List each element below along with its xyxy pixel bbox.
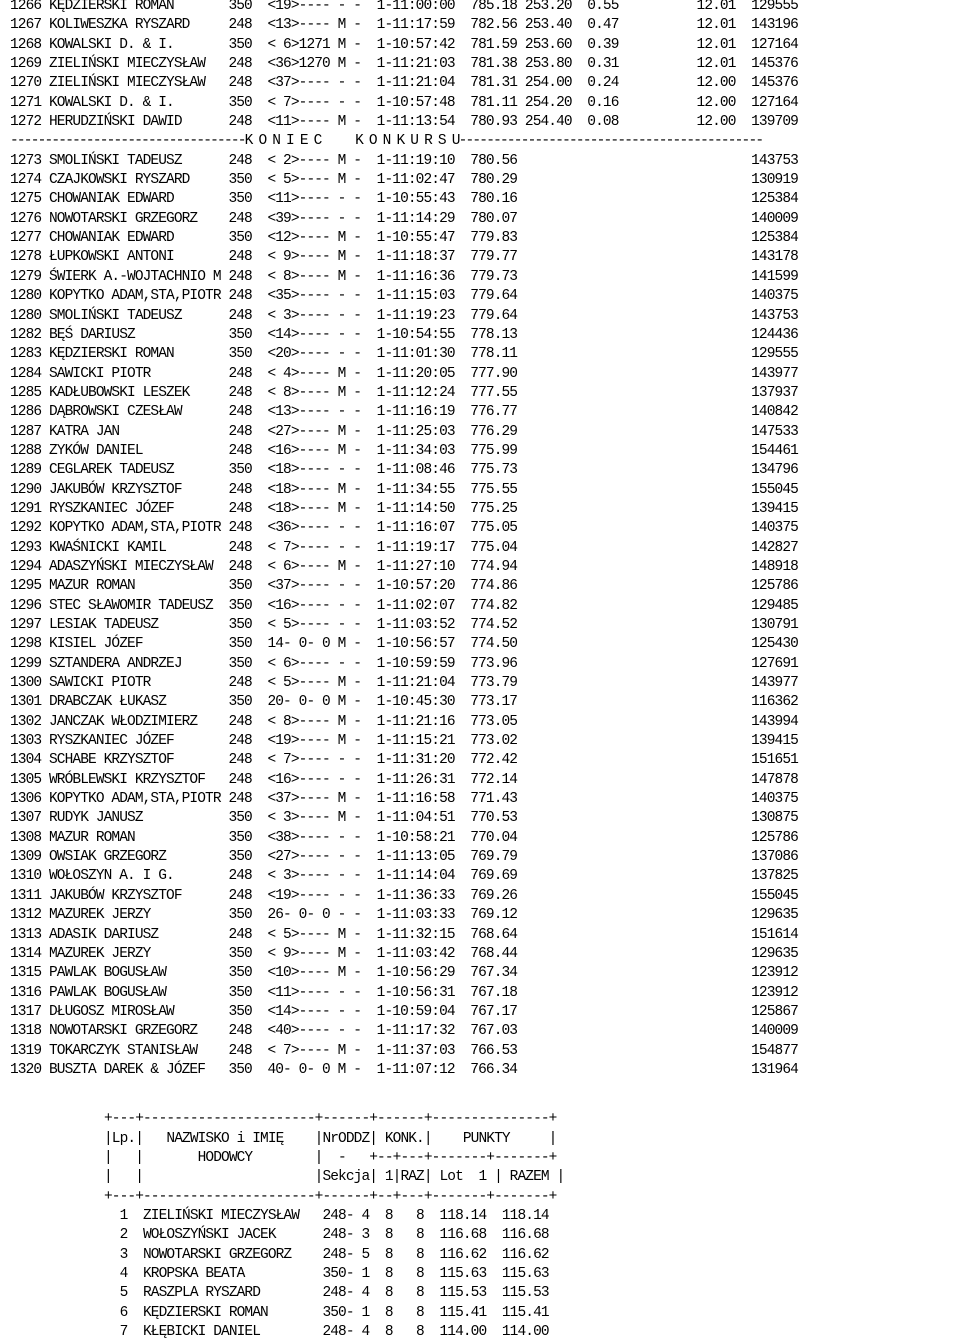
result-row: 1293 KWAŚNICKI KAMIL 248 < 7>---- - - 1-11:19:17 775.04 142827 bbox=[10, 539, 798, 556]
result-row: 1289 CEGLAREK TADEUSZ 350 <18>---- - - 1-11:08:46 775.73 134796 bbox=[10, 462, 798, 479]
table-border-bottom: +---+----------------------+------+--+---+-------+-------+ bbox=[104, 1188, 557, 1205]
result-row: 1304 SCHABE KRZYSZTOF 248 < 7>---- - - 1-11:31:20 772.42 151651 bbox=[10, 752, 798, 769]
result-row: 1283 KĘDZIERSKI ROMAN 350 <20>---- - - 1-11:01:30 778.11 129555 bbox=[10, 346, 798, 363]
result-row: 1297 LESIAK TADEUSZ 350 < 5>---- - - 1-11:03:52 774.52 130791 bbox=[10, 617, 798, 633]
table-row: 3 NOWOTARSKI GRZEGORZ 248- 5 8 8 116.62 116.62 bbox=[104, 1246, 549, 1263]
result-row: 1284 SAWICKI PIOTR 248 < 4>---- M - 1-11:20:05 777.90 143977 bbox=[10, 365, 798, 382]
result-row: 1287 KATRA JAN 248 <27>---- M - 1-11:25:03 776.29 147533 bbox=[10, 423, 798, 440]
result-row: 1319 TOKARCZYK STANISŁAW 248 < 7>---- M - 1-11:37:03 766.53 154877 bbox=[10, 1042, 798, 1059]
table-header: | | |Sekcja| 1|RAZ| Lot 1 | RAZEM | bbox=[104, 1169, 565, 1186]
result-row: 1278 ŁUPKOWSKI ANTONI 248 < 9>---- M - 1-11:18:37 779.77 143178 bbox=[10, 249, 798, 266]
result-row: 1314 MAZUREK JERZY 350 < 9>---- M - 1-11:03:42 768.44 129635 bbox=[10, 945, 798, 962]
result-row: 1302 JANCZAK WŁODZIMIERZ 248 < 8>---- M - 1-11:21:16 773.05 143994 bbox=[10, 713, 798, 730]
result-row: 1300 SAWICKI PIOTR 248 < 5>---- M - 1-11:21:04 773.79 143977 bbox=[10, 675, 798, 692]
table-row: 6 KĘDZIERSKI ROMAN 350- 1 8 8 115.41 115.41 bbox=[104, 1304, 549, 1321]
result-row: 1311 JAKUBÓW KRZYSZTOF 248 <19>---- - - 1-11:36:33 769.26 155045 bbox=[10, 887, 798, 904]
result-row: 1271 KOWALSKI D. & I. 350 < 7>---- - - 1-10:57:48 781.11 254.20 0.16 12.00 127164 bbox=[10, 94, 798, 111]
result-row: 1296 STEC SŁAWOMIR TADEUSZ 350 <16>---- - - 1-11:02:07 774.82 129485 bbox=[10, 597, 798, 614]
result-row: 1303 RYSZKANIEC JÓZEF 248 <19>---- M - 1-11:15:21 773.02 139415 bbox=[10, 733, 798, 750]
result-row: 1298 KISIEL JÓZEF 350 14- 0- 0 M - 1-10:56:57 774.50 125430 bbox=[10, 636, 798, 653]
result-row: 1280 KOPYTKO ADAM,STA,PIOTR 248 <35>---- - - 1-11:15:03 779.64 140375 bbox=[10, 288, 798, 305]
table-border-top: +---+----------------------+------+------+---------------+ bbox=[104, 1111, 557, 1128]
table-header: |Lp.| NAZWISKO i IMIĘ |NrODDZ| KONK.| PUNKTY | bbox=[104, 1130, 557, 1147]
result-row: 1277 CHOWANIAK EDWARD 350 <12>---- M - 1-10:55:47 779.83 125384 bbox=[10, 230, 798, 247]
result-row: 1316 PAWLAK BOGUSŁAW 350 <11>---- - - 1-10:56:31 767.18 123912 bbox=[10, 984, 798, 1001]
result-row: 1295 MAZUR ROMAN 350 <37>---- - - 1-10:57:20 774.86 125786 bbox=[10, 578, 798, 595]
result-row: 1292 KOPYTKO ADAM,STA,PIOTR 248 <36>---- - - 1-11:16:07 775.05 140375 bbox=[10, 520, 798, 537]
result-row: 1294 ADASZYŃSKI MIECZYSŁAW 248 < 6>---- M - 1-11:27:10 774.94 148918 bbox=[10, 558, 798, 575]
result-row: 1318 NOWOTARSKI GRZEGORZ 248 <40>---- - - 1-11:17:32 767.03 140009 bbox=[10, 1023, 798, 1040]
results-list-part2 bbox=[10, 152, 798, 1081]
result-row: 1315 PAWLAK BOGUSŁAW 350 <10>---- M - 1-10:56:29 767.34 123912 bbox=[10, 965, 798, 982]
result-row: 1320 BUSZTA DAREK & JÓZEF 350 40- 0- 0 M - 1-11:07:12 766.34 131964 bbox=[10, 1061, 798, 1078]
end-of-contest-separator: ----------------------------------K O N I E C K O N K U R S U-------------------------------------------- bbox=[10, 133, 763, 150]
result-row: 1309 OWSIAK GRZEGORZ 350 <27>---- - - 1-11:13:05 769.79 137086 bbox=[10, 849, 798, 866]
result-row: 1276 NOWOTARSKI GRZEGORZ 248 <39>---- - - 1-11:14:29 780.07 140009 bbox=[10, 210, 798, 227]
result-row: 1286 DĄBROWSKI CZESŁAW 248 <13>---- - - 1-11:16:19 776.77 140842 bbox=[10, 404, 798, 421]
table-row: 4 KROPSKA BEATA 350- 1 8 8 115.63 115.63 bbox=[104, 1266, 549, 1282]
result-row: 1275 CHOWANIAK EDWARD 350 <11>---- - - 1-10:55:43 780.16 125384 bbox=[10, 191, 798, 208]
result-row: 1299 SZTANDERA ANDRZEJ 350 < 6>---- - - 1-10:59:59 773.96 127691 bbox=[10, 655, 798, 672]
result-row: 1290 JAKUBÓW KRZYSZTOF 248 <18>---- M - 1-11:34:55 775.55 155045 bbox=[10, 481, 798, 498]
result-row: 1306 KOPYTKO ADAM,STA,PIOTR 248 <37>---- M - 1-11:16:58 771.43 140375 bbox=[10, 791, 798, 808]
result-row: 1269 ZIELIŃSKI MIECZYSŁAW 248 <36>1270 M - 1-11:21:03 781.38 253.80 0.31 12.01 145376 bbox=[10, 56, 798, 73]
result-row: 1279 ŚWIERK A.-WOJTACHNIO M 248 < 8>---- M - 1-11:16:36 779.73 141599 bbox=[10, 268, 798, 285]
result-row: 1272 HERUDZIŃSKI DAWID 248 <11>---- M - 1-11:13:54 780.93 254.40 0.08 12.00 139709 bbox=[10, 114, 798, 131]
result-row: 1291 RYSZKANIEC JÓZEF 248 <18>---- M - 1-11:14:50 775.25 139415 bbox=[10, 500, 798, 517]
result-row: 1270 ZIELIŃSKI MIECZYSŁAW 248 <37>---- - - 1-11:21:04 781.31 254.00 0.24 12.00 145376 bbox=[10, 75, 798, 92]
table-row: 7 KŁĘBICKI DANIEL 248- 4 8 8 114.00 114.00 bbox=[104, 1324, 549, 1341]
section-gap bbox=[10, 1080, 798, 1110]
result-row: 1312 MAZUREK JERZY 350 26- 0- 0 - - 1-11:03:33 769.12 129635 bbox=[10, 907, 798, 924]
table-header: | | HODOWCY | - +--+---+-------+-------+ bbox=[104, 1149, 557, 1166]
result-row: 1282 BĘŚ DARIUSZ 350 <14>---- - - 1-10:54:55 778.13 124436 bbox=[10, 326, 798, 343]
result-row: 1266 KĘDZIERSKI ROMAN 350 <19>---- - - 1-11:00:00 785.18 253.20 0.55 12.01 129555 bbox=[10, 0, 798, 14]
results-document bbox=[10, 0, 798, 1342]
result-row: 1285 KADŁUBOWSKI LESZEK 248 < 8>---- M - 1-11:12:24 777.55 137937 bbox=[10, 384, 798, 401]
result-row: 1305 WRÓBLEWSKI KRZYSZTOF 248 <16>---- - - 1-11:26:31 772.14 147878 bbox=[10, 771, 798, 788]
result-row: 1317 DŁUGOSZ MIROSŁAW 350 <14>---- - - 1-10:59:04 767.17 125867 bbox=[10, 1003, 798, 1020]
table-row: 5 RASZPLA RYSZARD 248- 4 8 8 115.53 115.53 bbox=[104, 1285, 549, 1302]
table-row: 1 ZIELIŃSKI MIECZYSŁAW 248- 4 8 8 118.14 118.14 bbox=[104, 1207, 549, 1224]
result-row: 1267 KOLIWESZKA RYSZARD 248 <13>---- M - 1-11:17:59 782.56 253.40 0.47 12.01 143196 bbox=[10, 17, 798, 34]
result-row: 1274 CZAJKOWSKI RYSZARD 350 < 5>---- M - 1-11:02:47 780.29 130919 bbox=[10, 172, 798, 189]
result-row: 1307 RUDYK JANUSZ 350 < 3>---- M - 1-11:04:51 770.53 130875 bbox=[10, 810, 798, 827]
summary-table bbox=[104, 1110, 798, 1342]
result-row: 1268 KOWALSKI D. & I. 350 < 6>1271 M - 1-10:57:42 781.59 253.60 0.39 12.01 127164 bbox=[10, 36, 798, 53]
result-row: 1308 MAZUR ROMAN 350 <38>---- - - 1-10:58:21 770.04 125786 bbox=[10, 829, 798, 846]
result-row: 1313 ADASIK DARIUSZ 248 < 5>---- M - 1-11:32:15 768.64 151614 bbox=[10, 926, 798, 943]
result-row: 1288 ZYKÓW DANIEL 248 <16>---- M - 1-11:34:03 775.99 154461 bbox=[10, 442, 798, 459]
table-row: 2 WOŁOSZYŃSKI JACEK 248- 3 8 8 116.68 116.68 bbox=[104, 1227, 549, 1244]
result-row: 1310 WOŁOSZYN A. I G. 248 < 3>---- - - 1-11:14:04 769.69 137825 bbox=[10, 868, 798, 885]
result-row: 1301 DRABCZAK ŁUKASZ 350 20- 0- 0 M - 1-10:45:30 773.17 116362 bbox=[10, 694, 798, 711]
results-list-part1 bbox=[10, 0, 798, 132]
result-row: 1273 SMOLIŃSKI TADEUSZ 248 < 2>---- M - 1-11:19:10 780.56 143753 bbox=[10, 152, 798, 169]
result-row: 1280 SMOLIŃSKI TADEUSZ 248 < 3>---- - - 1-11:19:23 779.64 143753 bbox=[10, 307, 798, 324]
